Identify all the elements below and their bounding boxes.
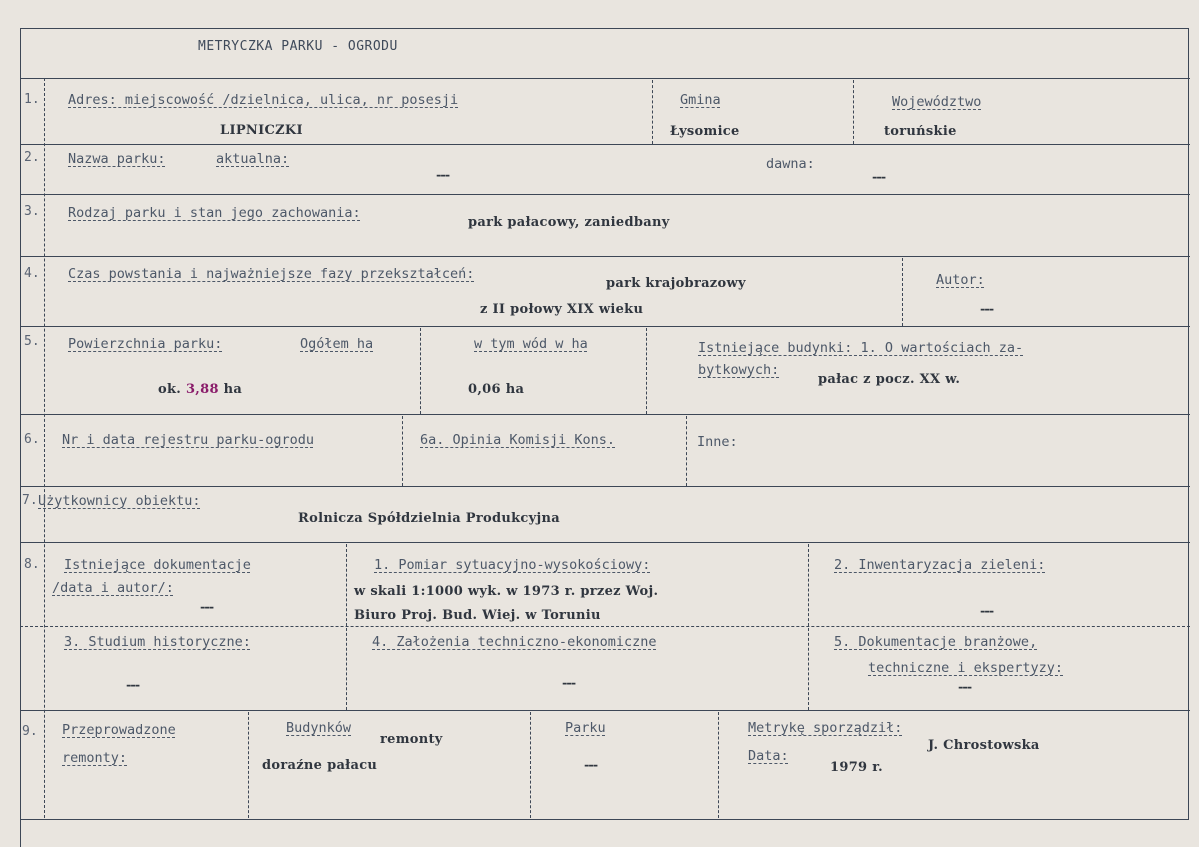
area-total-value: ok. 3,88 ha [158,382,243,397]
separator-4 [20,256,1190,257]
current-name-label: aktualna: [216,151,290,167]
gmina-label: Gmina [680,92,721,108]
divider-1b [853,80,854,144]
building-repairs-label: Budynków [286,720,352,736]
separator-6 [20,414,1190,415]
branch-docs-value: --- [958,680,972,695]
branch-docs-label: 5. Dokumentacje branżowe, [834,634,1038,650]
divider-9b [530,712,531,818]
historical-study-label: 3. Studium historyczne: [64,634,251,650]
separator-8-inner [20,626,1190,627]
historical-study-value: --- [126,678,140,693]
date-label: Data: [748,748,789,764]
former-name-value: --- [872,170,886,185]
area-total-label: Ogółem ha [300,336,374,352]
former-name-label: dawna: [766,156,815,172]
history-phases-value-1: park krajobrazowy [606,276,746,291]
park-type-label: Rodzaj parku i stan jego zachowania: [68,205,361,221]
survey-value-2: Biuro Proj. Bud. Wiej. w Toruniu [354,608,601,623]
section-5-number: 5. [24,334,40,349]
park-repairs-label: Parku [565,720,606,736]
address-value: LIPNICZKI [220,123,303,138]
section-3-number: 3. [24,204,40,219]
divider-9c [718,712,719,818]
users-label: Użytkownicy obiektu: [38,493,201,509]
voivodeship-value: toruńskie [884,124,957,139]
existing-buildings-value: pałac z pocz. XX w. [818,372,961,387]
tech-econ-value: --- [562,676,576,691]
voivodeship-label: Województwo [892,94,982,110]
existing-buildings-label: Istniejące budynki: 1. O wartościach za- [698,340,1024,356]
separator-2 [20,144,1190,145]
history-phases-value-2: z II połowy XIX wieku [480,302,644,317]
divider-6a [402,416,403,486]
gmina-value: Łysomice [670,124,740,139]
divider-1a [652,80,653,144]
other-label: Inne: [697,434,738,450]
history-phases-label: Czas powstania i najważniejsze fazy przekształceń: [68,266,475,282]
separator-3 [20,194,1190,195]
branch-docs-label-cont: techniczne i ekspertyzy: [868,660,1064,676]
survey-label: 1. Pomiar sytuacyjno-wysokościowy: [374,557,651,573]
area-label: Powierzchnia parku: [68,336,223,352]
divider-9a [248,712,249,818]
divider-5b [646,328,647,414]
left-border [20,28,21,847]
conservation-opinion-label: 6a. Opinia Komisji Kons. [420,432,616,448]
section-8-number: 8. [24,557,40,572]
form-title: METRYCZKA PARKU - OGRODU [198,39,398,54]
documentation-label-cont: /data i autor/: [52,580,174,596]
section-6-number: 6. [24,432,40,447]
section-1-number: 1. [24,92,40,107]
separator-7 [20,486,1190,487]
park-name-label: Nazwa parku: [68,151,166,167]
form-frame [20,28,1189,820]
park-repairs-value: --- [584,758,598,773]
greenery-inventory-label: 2. Inwentaryzacja zieleni: [834,557,1046,573]
section-9-number: 9. [22,724,38,739]
address-label: Adres: miejscowość /dzielnica, ulica, nr posesji [68,92,459,108]
water-area-value: 0,06 ha [468,382,525,397]
water-area-label: w tym wód w ha [474,336,588,352]
register-label: Nr i data rejestru parku-ogrodu [62,432,314,448]
repairs-label: Przeprowadzone [62,722,176,738]
divider-5a [420,328,421,414]
section-4-number: 4. [24,266,40,281]
current-name-value: --- [436,168,450,183]
documentation-label: Istniejące dokumentacje [64,557,251,573]
greenery-inventory-value: --- [980,604,994,619]
divider-4 [902,258,903,326]
building-repairs-value-1: remonty [380,732,443,747]
building-repairs-value-2: doraźne pałacu [262,758,378,773]
documentation-value: --- [200,600,214,615]
repairs-label-cont: remonty: [62,750,128,766]
separator-5 [20,326,1190,327]
divider-8b [808,544,809,710]
separator-9 [20,710,1190,711]
prepared-by-label: Metrykę sporządził: [748,720,903,736]
park-type-value: park pałacowy, zaniedbany [468,215,670,230]
divider-6b [686,416,687,486]
number-column-rule [44,78,45,818]
separator-1 [20,78,1190,79]
existing-buildings-label-cont: bytkowych: [698,362,780,378]
section-2-number: 2. [24,150,40,165]
divider-8a [346,544,347,710]
survey-value-1: w skali 1:1000 wyk. w 1973 r. przez Woj. [354,584,659,599]
prepared-by-value: J. Chrostowska [928,738,1040,753]
date-value: 1979 r. [830,760,883,775]
author-label: Autor: [936,272,985,288]
section-7-number: 7. [22,493,38,508]
separator-8 [20,542,1190,543]
tech-econ-label: 4. Założenia techniczno-ekonomiczne [372,634,657,650]
author-value: --- [980,302,994,317]
users-value: Rolnicza Spółdzielnia Produkcyjna [298,511,560,526]
